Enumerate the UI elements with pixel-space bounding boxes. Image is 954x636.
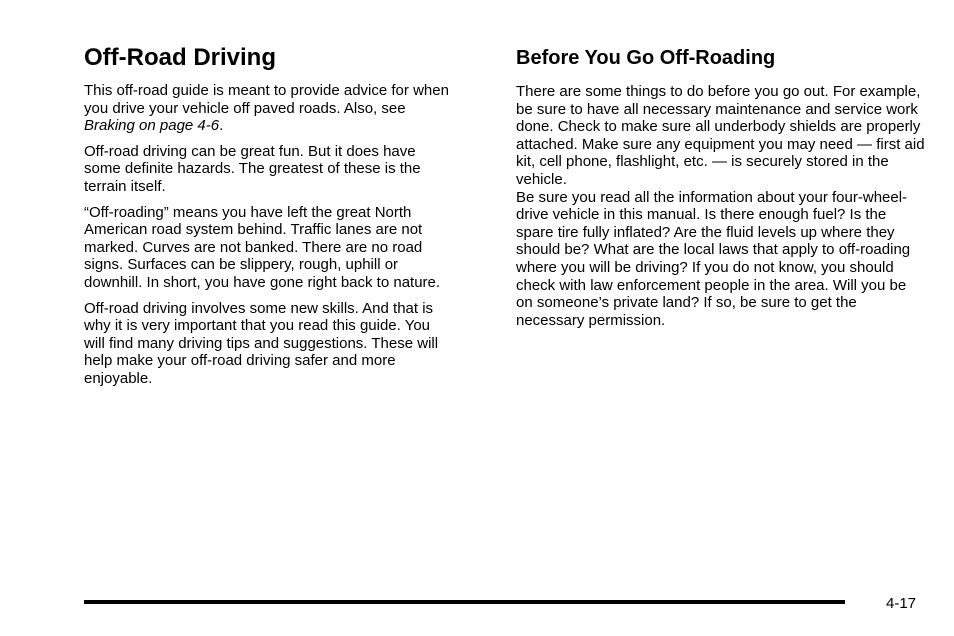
footer-rule xyxy=(84,600,845,604)
preparation-paragraph: There are some things to do before you go out. For example, be sure to have all necessary maintenance and service work done. Check to make sure all underbody shields are properly attached. Make sure any equipment you may need — first aid kit, cell phone, flashlight, etc. — is securely stored in the vehicle. xyxy=(516,83,925,188)
intro-paragraph xyxy=(84,82,454,135)
page-title: Off-Road Driving xyxy=(84,44,276,71)
intro-period: . xyxy=(219,117,224,135)
braking-cross-reference: Braking on page 4-6 xyxy=(84,117,220,135)
section-title: Before You Go Off-Roading xyxy=(516,47,776,69)
hazards-paragraph: Off-road driving can be great fun. But it does have some definite hazards. The greatest of these is the terrain itself. xyxy=(84,142,421,195)
information-paragraph: Be sure you read all the information about your four-wheel-drive vehicle in this manual. Is there enough fuel? Is the spare tire fully inflated? Are the fluid levels up where they should be? What are the local laws that apply to off-roading where you will be driving? If you do not know, you should check with law enforcement people in the area. Will you be on someone’s private land? If so, be sure to get the necessary permission. xyxy=(516,188,911,329)
left-column xyxy=(84,40,454,388)
new-skills-paragraph: Off-road driving involves some new skills. And that is why it is very important that you read this guide. You will find many driving tips and suggestions. These will help make your off-road driving safer and more enjoyable. xyxy=(84,299,439,387)
page-number: 4-17 xyxy=(886,595,917,612)
off-roading-definition-paragraph: “Off-roading” means you have left the great North American road system behind. Traffic lanes are not marked. Curves are not banked. There are no road signs. Surfaces can be slippery, rough, uphill or downhill. In short, you have gone right back to nature. xyxy=(84,203,441,291)
right-column xyxy=(516,40,926,329)
intro-text: This off-road guide is meant to provide advice for when you drive your vehicle off paved roads. Also, see xyxy=(84,82,449,117)
